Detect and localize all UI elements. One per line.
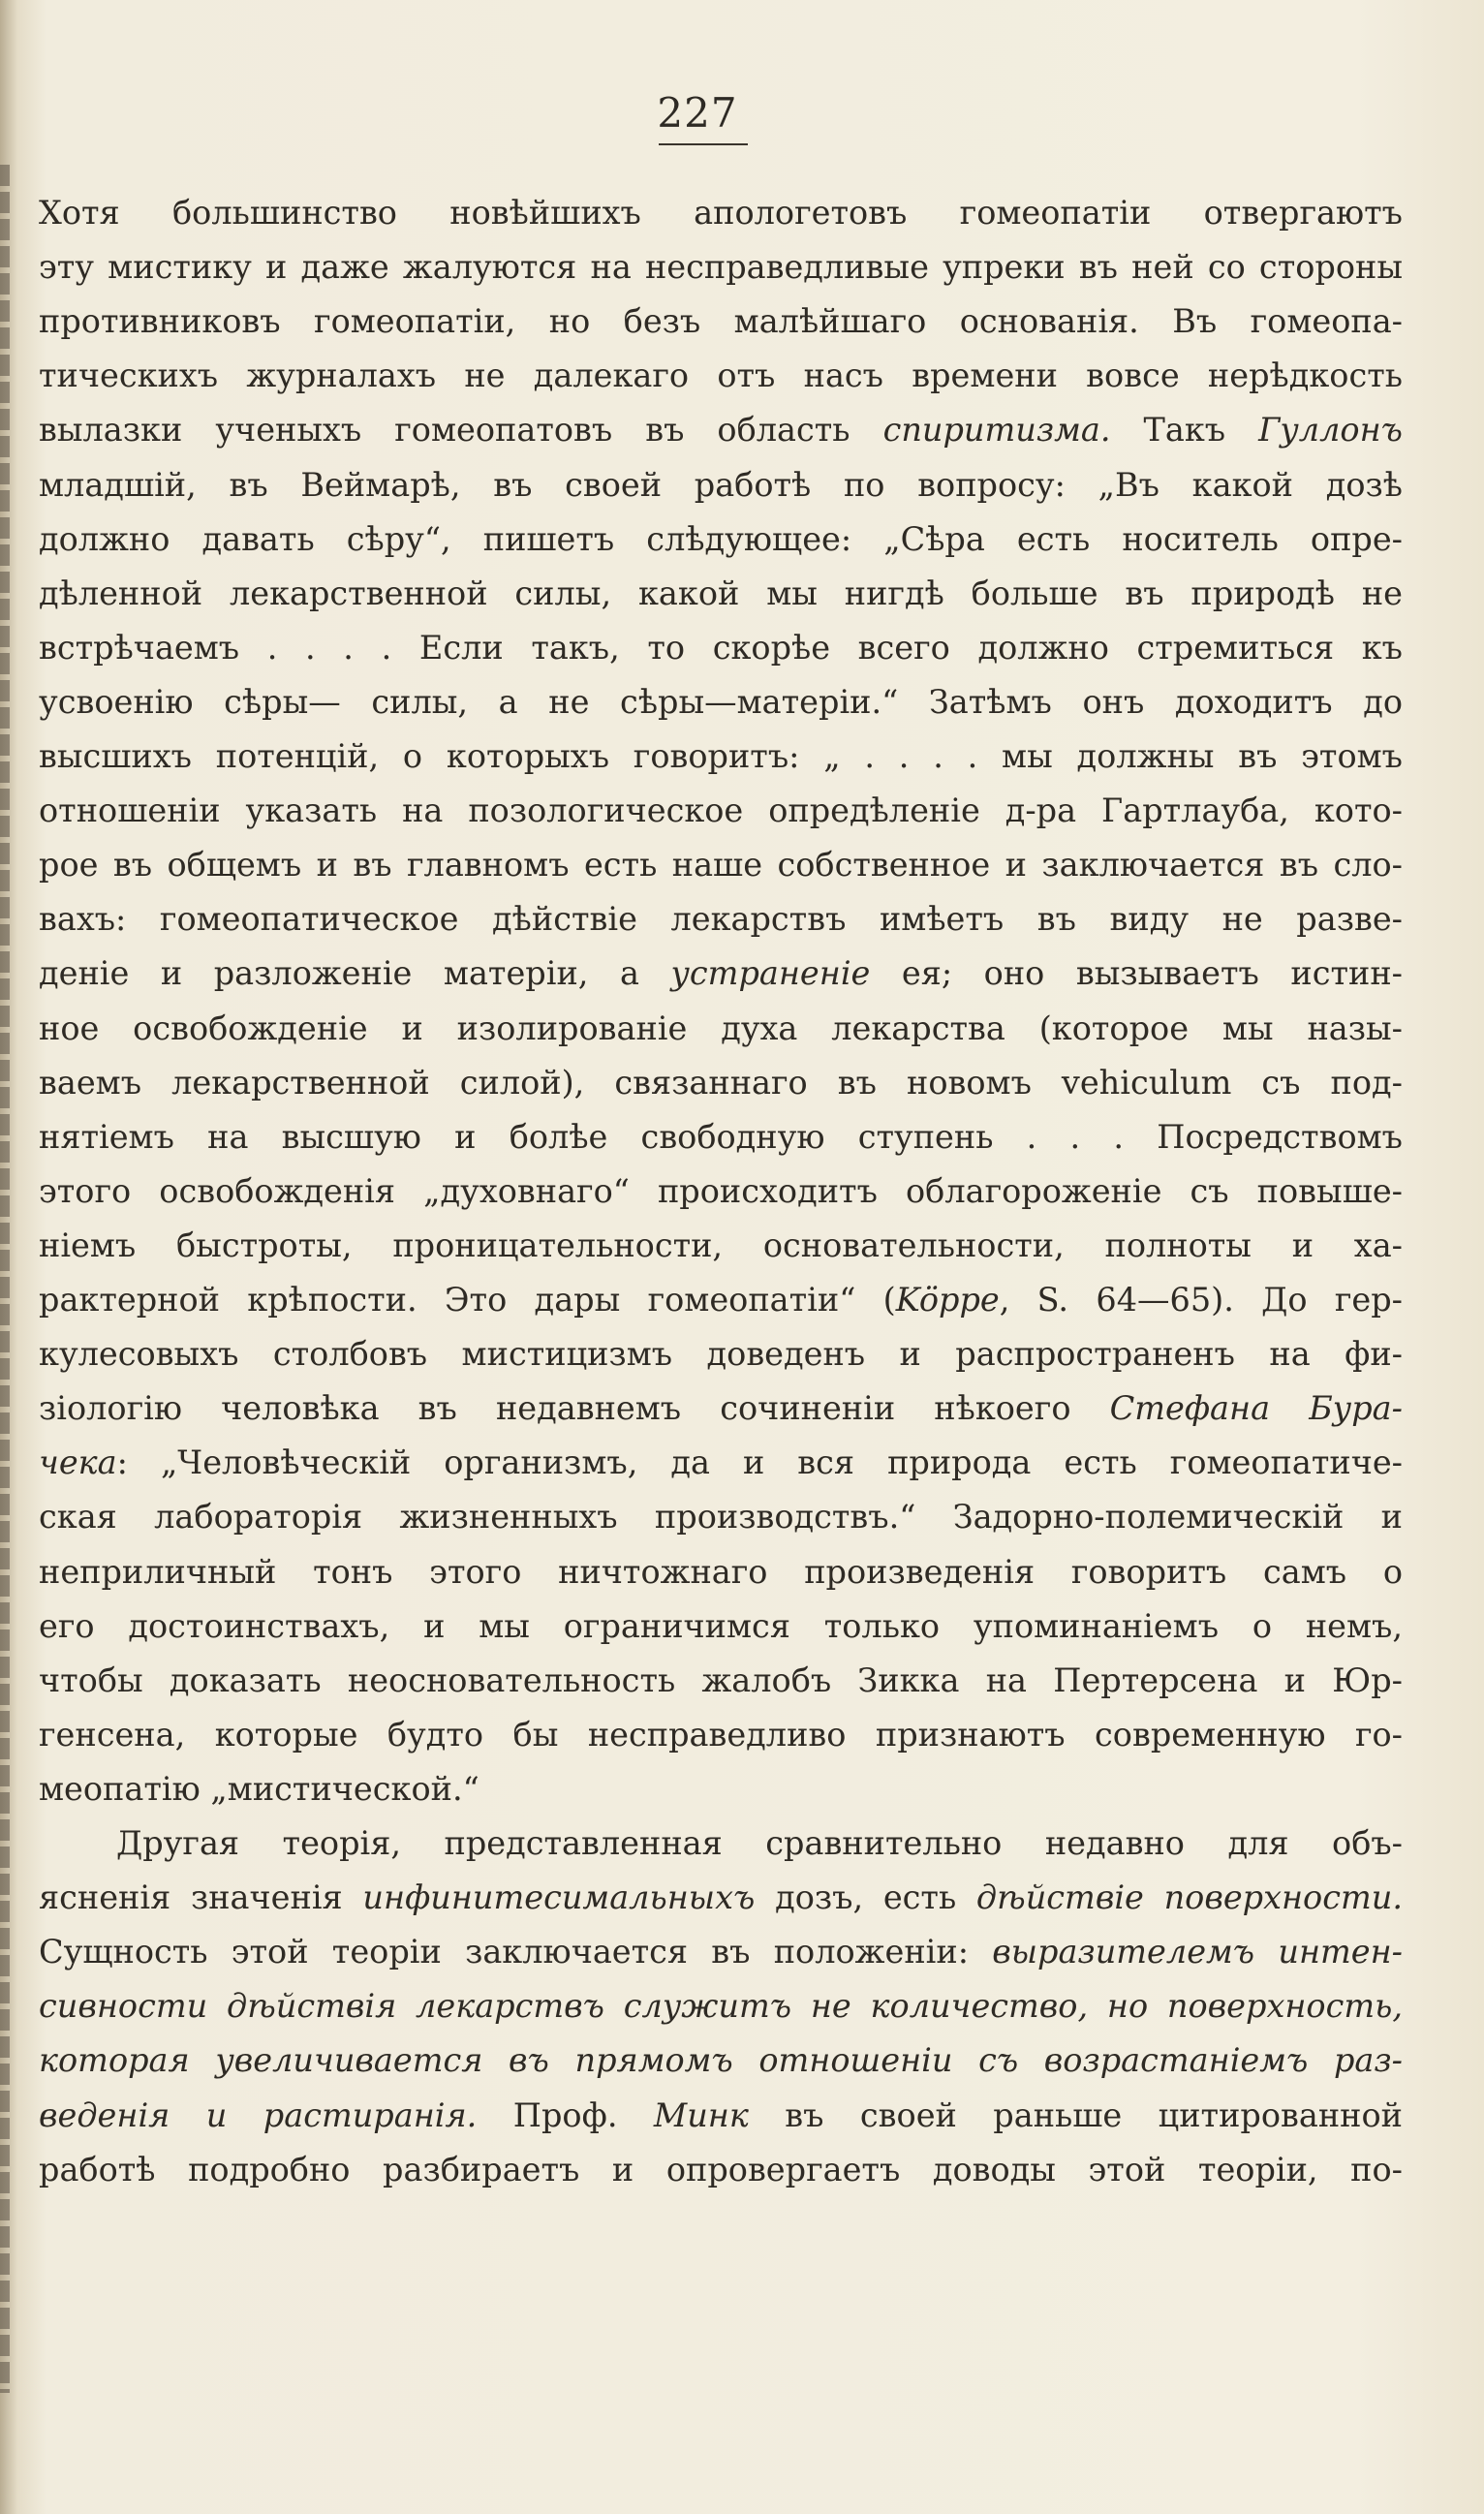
text-segment: : „Человѣческій организмъ, да и вся природа есть гомеопатиче- [116, 1443, 1403, 1482]
text-segment: этого освобожденія „духовнаго“ происходитъ облагороженіе съ повыше- [39, 1171, 1403, 1210]
text-segment: кулесовыхъ столбовъ мистицизмъ доведенъ и распространенъ на фи- [39, 1335, 1403, 1374]
text-line [39, 2143, 1403, 2197]
text-segment: дѣленной лекарственной силы, какой мы нигдѣ больше въ природѣ не [39, 574, 1403, 612]
text-segment: младшій, въ Веймарѣ, въ своей работѣ по вопросу: „Въ какой дозѣ [39, 465, 1403, 504]
text-line [39, 567, 1403, 621]
text-line [39, 1654, 1403, 1708]
text-segment: Сущность этой теоріи заключается въ положеніи: [39, 1933, 993, 1971]
text-segment: рактерной крѣпости. Это дары гомеопатіи“ ( [39, 1281, 896, 1319]
italic-text: которая увеличивается въ прямомъ отношеніи съ возрастаніемъ раз- [39, 2041, 1403, 2080]
text-segment: нятіемъ на высшую и болѣе свободную ступень . . . Посредствомъ [39, 1117, 1403, 1156]
text-segment: неприличный тонъ этого ничтожнаго произведенія говоритъ самъ о [39, 1552, 1403, 1591]
text-line [39, 1273, 1403, 1327]
text-line [39, 186, 1403, 240]
text-segment: генсена, которые будто бы несправедливо признаютъ современную го- [39, 1715, 1403, 1754]
text-line [39, 729, 1403, 784]
text-segment: встрѣчаемъ . . . . Если такъ, то скорѣе всего должно стремиться къ [39, 628, 1403, 667]
text-segment: тическихъ журналахъ не далекаго отъ насъ времени вовсе нерѣдкость [39, 357, 1403, 395]
italic-text: устраненіе [670, 954, 871, 993]
text-segment: должно давать сѣру“, пишетъ слѣдующее: „Сѣра есть носитель опре- [39, 519, 1403, 558]
text-segment: меопатію „мистической.“ [39, 1769, 479, 1808]
text-line [39, 2033, 1403, 2088]
text-segment: усвоенію сѣры— силы, а не сѣры—матеріи.“ Затѣмъ онъ доходитъ до [39, 682, 1403, 721]
text-line [39, 1219, 1403, 1273]
text-segment: чтобы доказать неосновательность жалобъ Зикка на Пертерсена и Юр- [39, 1660, 1403, 1699]
text-segment: дозъ, есть [755, 1878, 976, 1917]
text-line [39, 621, 1403, 675]
italic-text: чека [39, 1443, 117, 1482]
text-line [39, 1545, 1403, 1599]
text-line [39, 1436, 1403, 1490]
text-line [39, 1979, 1403, 2033]
italic-text: инфинитесимальныхъ [362, 1878, 756, 1917]
text-line [39, 1925, 1403, 1979]
text-line [39, 1002, 1403, 1056]
text-segment: рое въ общемъ и въ главномъ есть наше собственное и заключается въ сло- [39, 846, 1403, 885]
text-segment: деніе и разложеніе матеріи, а [39, 954, 671, 993]
text-line [39, 349, 1403, 403]
text-line [39, 1871, 1403, 1925]
text-line [39, 512, 1403, 567]
text-segment: ніемъ быстроты, проницательности, основательности, полноты и ха- [39, 1226, 1403, 1264]
italic-text: Стефана Бура- [1109, 1389, 1403, 1428]
text-segment: отношеніи указать на позологическое опредѣленіе д-ра Гартлауба, кото- [39, 791, 1403, 830]
text-line [39, 1490, 1403, 1544]
text-line [39, 1599, 1403, 1654]
text-segment: работѣ подробно разбираетъ и опровергаетъ доводы этой теоріи, по- [39, 2150, 1403, 2188]
text-line [39, 892, 1403, 947]
text-line [39, 947, 1403, 1001]
text-line [39, 295, 1403, 349]
text-segment: ская лабораторія жизненныхъ производствъ.“ Задорно-полемическій и [39, 1498, 1403, 1536]
text-segment: ея; оно вызываетъ истин- [870, 954, 1403, 993]
italic-text: Минк [653, 2095, 749, 2134]
text-segment: вылазки ученыхъ гомеопатовъ въ область [39, 411, 883, 450]
text-line [39, 2089, 1403, 2143]
text-line [39, 403, 1403, 457]
text-line [39, 1056, 1403, 1110]
text-line [116, 1816, 1403, 1871]
text-line [39, 240, 1403, 295]
text-segment: ясненія значенія [39, 1878, 363, 1917]
text-segment: его достоинствахъ, и мы ограничимся только упоминаніемъ о немъ, [39, 1606, 1403, 1645]
text-line [39, 1762, 1403, 1816]
text-line [39, 1381, 1403, 1436]
text-line [39, 1164, 1403, 1219]
text-segment: вахъ: гомеопатическое дѣйствіе лекарствъ имѣетъ въ виду не разве- [39, 900, 1403, 939]
text-segment: въ своей раньше цитированной [748, 2095, 1404, 2134]
text-line [39, 458, 1403, 512]
text-segment: ваемъ лекарственной силой), связаннаго въ новомъ vehiculum съ под- [39, 1063, 1403, 1102]
text-segment: , S. 64—65). До гер- [999, 1281, 1403, 1319]
text-segment: ное освобожденіе и изолированіе духа лекарства (которое мы назы- [39, 1009, 1403, 1047]
text-segment: Другая теорія, представленная сравнительно недавно для объ- [116, 1824, 1403, 1862]
text-line [39, 784, 1403, 838]
text-segment: Хотя большинство новѣйшихъ апологетовъ гомеопатіи отвергаютъ [39, 194, 1403, 232]
text-segment: высшихъ потенцій, о которыхъ говоритъ: „ . . . . мы должны въ этомъ [39, 737, 1403, 775]
italic-text: дѣйствіе поверхности. [975, 1878, 1403, 1917]
text-line [39, 1110, 1403, 1164]
text-segment: Такъ [1110, 411, 1259, 450]
italic-text: выразителемъ интен- [992, 1933, 1403, 1971]
italic-text: спиритизма. [882, 411, 1111, 450]
text-segment: эту мистику и даже жалуются на несправедливые упреки въ ней со стороны [39, 248, 1403, 287]
text-line [39, 1327, 1403, 1381]
italic-text: веденія и растиранія. [39, 2095, 478, 2134]
text-segment: зіологію человѣка въ недавнемъ сочиненіи нѣкоего [39, 1389, 1110, 1428]
italic-text: сивности дѣйствія лекарствъ служитъ не количество, но поверхность, [39, 1987, 1403, 2026]
text-line [39, 1708, 1403, 1762]
text-line [39, 675, 1403, 729]
page-number: 227 [657, 89, 738, 137]
text-segment: противниковъ гомеопатіи, но безъ малѣйшаго основанія. Въ гомеопа- [39, 302, 1403, 341]
text-line [39, 838, 1403, 892]
italic-text: Гуллонъ [1258, 411, 1403, 450]
text-segment: Проф. [477, 2095, 654, 2134]
italic-text: Köppe [895, 1281, 1000, 1319]
